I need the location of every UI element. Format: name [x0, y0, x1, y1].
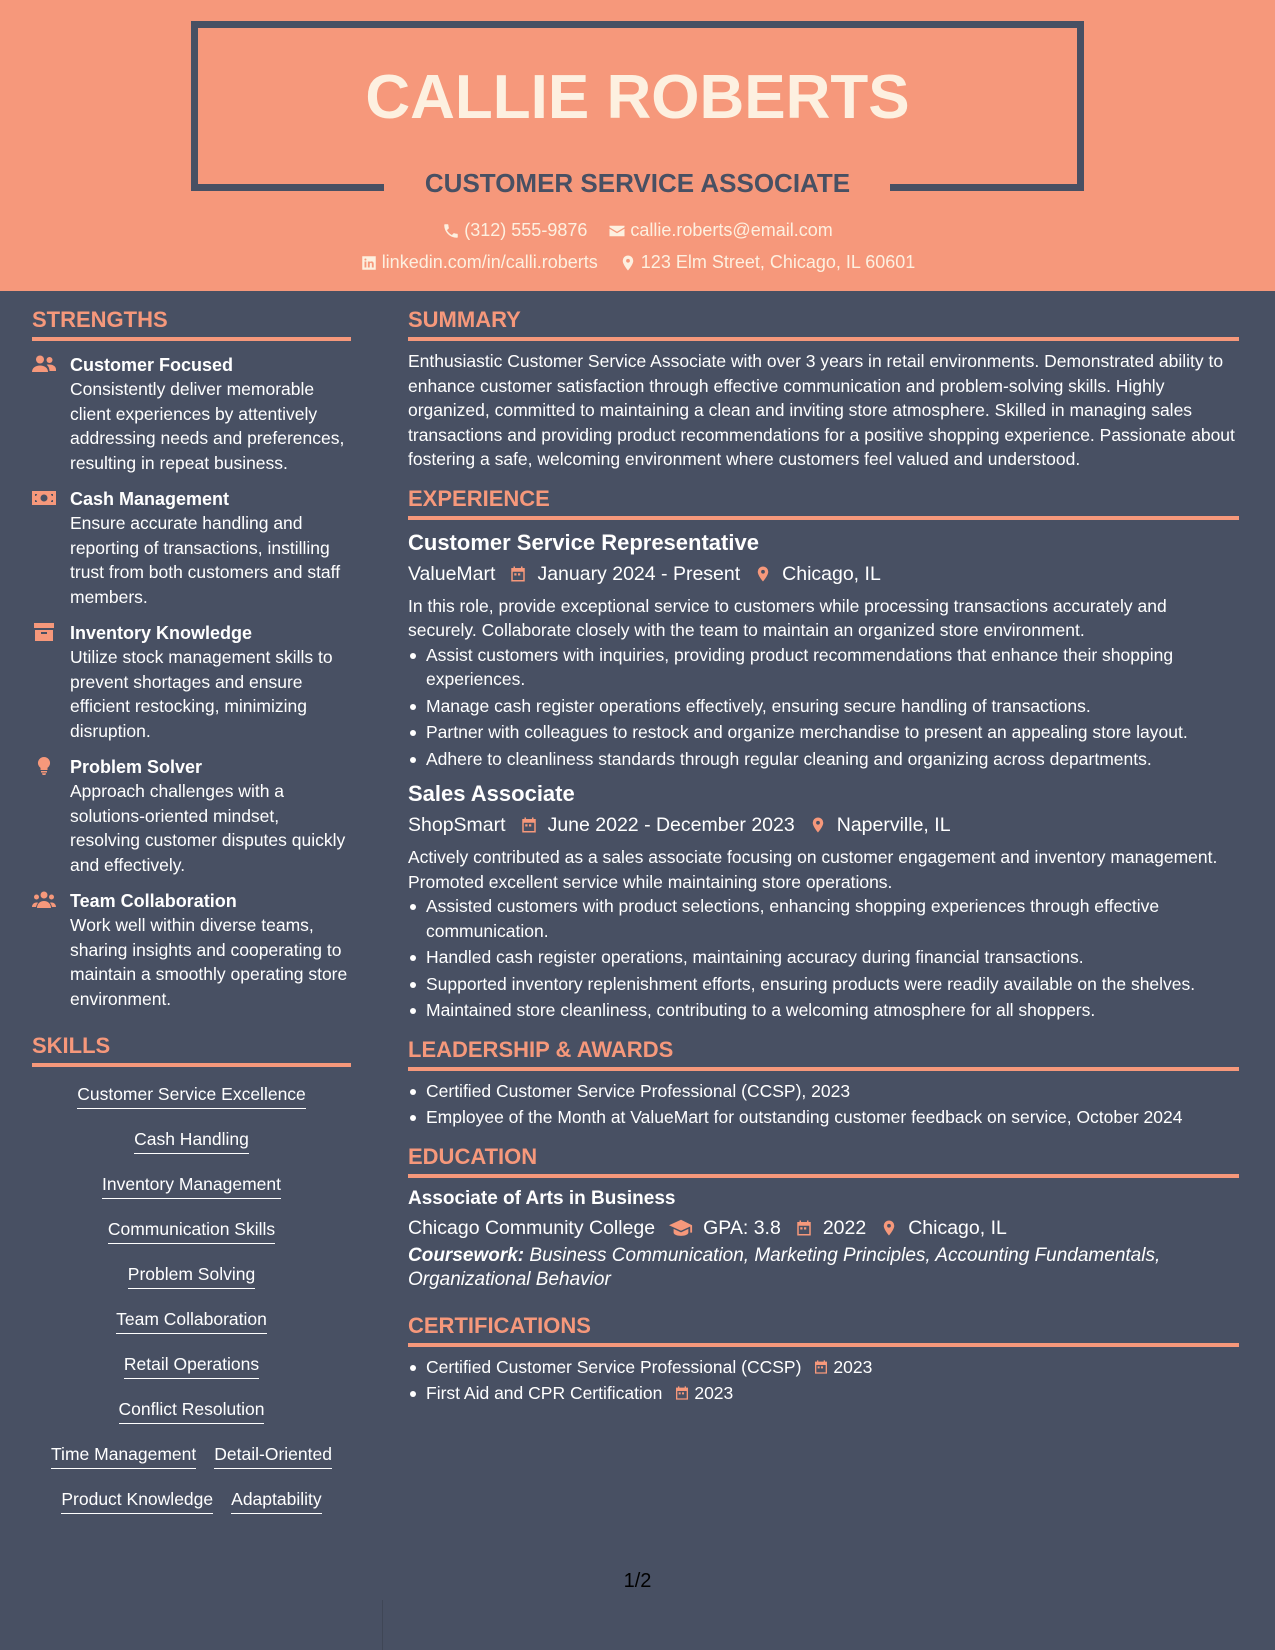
education-meta: [408, 1212, 1239, 1244]
awards-list: [408, 1079, 1239, 1130]
users-icon: [32, 355, 56, 373]
strength-title: Team Collaboration: [70, 891, 237, 911]
location-pin-icon: [880, 1218, 898, 1238]
skills-heading: SKILLS: [32, 1033, 351, 1067]
bullet: Partner with colleagues to restock and organize merchandise to present an appealing store layout.: [408, 720, 1239, 745]
calendar-icon: [509, 564, 527, 584]
column-divider: [382, 1600, 383, 1650]
job-description: In this role, provide exceptional service to customers while processing transactions accurately and securely. Collaborate closely with the team to maintain an organized store environment.: [408, 595, 1167, 640]
skill-tag: Customer Service Excellence: [77, 1083, 306, 1109]
strength-desc: Work well within diverse teams, sharing insights and cooperating to maintain a smoothly operating store environment.: [70, 915, 348, 1009]
experience-heading: EXPERIENCE: [408, 486, 1239, 520]
job-bullets: [408, 643, 1239, 772]
job-location: Naperville, IL: [836, 814, 951, 836]
envelope-icon: [608, 222, 626, 240]
page-number: 1/2: [623, 1570, 652, 1592]
skill-tag: Cash Handling: [134, 1128, 249, 1154]
job-meta: [408, 558, 1239, 590]
job-entry: [408, 528, 1239, 772]
skill-tag: Inventory Management: [102, 1173, 281, 1199]
linkedin-icon: [360, 254, 378, 272]
certifications-heading: CERTIFICATIONS: [408, 1313, 1239, 1347]
job-description: Actively contributed as a sales associate focusing on customer engagement and inventory management. Promoted excellent service while maintaining store operations.: [408, 847, 1218, 892]
award-item: Employee of the Month at ValueMart for outstanding customer feedback on service, October 2024: [408, 1105, 1239, 1130]
job-entry: [408, 779, 1239, 1023]
strength-title: Inventory Knowledge: [70, 623, 253, 643]
school: Chicago Community College: [408, 1216, 656, 1239]
certification-year: 2023: [833, 1356, 873, 1377]
contact-row-1: [0, 220, 1275, 245]
award-item: Certified Customer Service Professional (CCSP), 2023: [408, 1079, 1239, 1104]
skill-tag: Detail-Oriented: [214, 1443, 332, 1469]
strength-item: [32, 353, 351, 475]
strengths-heading: STRENGTHS: [32, 307, 351, 341]
skill-tag: Product Knowledge: [61, 1488, 213, 1514]
skill-tag: Time Management: [51, 1443, 196, 1469]
skill-tag: Communication Skills: [108, 1218, 275, 1244]
location-pin-icon: [754, 564, 772, 584]
strength-item: [32, 487, 351, 609]
skill-tag: Conflict Resolution: [119, 1398, 265, 1424]
bullet: Manage cash register operations effectively, ensuring secure handling of transactions.: [408, 694, 1239, 719]
bullet: Maintained store cleanliness, contributing to a welcoming atmosphere for all shoppers.: [408, 998, 1239, 1023]
team-icon: [32, 891, 56, 909]
job-role: Sales Associate: [408, 781, 575, 806]
skill-tag: Retail Operations: [124, 1353, 259, 1379]
education-heading: EDUCATION: [408, 1144, 1239, 1178]
address: [619, 252, 916, 273]
money-bill-icon: [32, 489, 56, 507]
right-column: [408, 307, 1239, 1408]
certification-name: Certified Customer Service Professional (CCSP): [426, 1356, 802, 1377]
coursework-label: Coursework:: [408, 1244, 525, 1266]
strength-desc: Approach challenges with a solutions-oriented mindset, resolving customer disputes quickly and effectively.: [70, 781, 346, 875]
job-title: CUSTOMER SERVICE ASSOCIATE: [424, 168, 851, 198]
coursework: [408, 1244, 1239, 1293]
linkedin-text: linkedin.com/in/calli.roberts: [381, 252, 598, 272]
calendar-icon: [674, 1384, 690, 1402]
header: [0, 0, 1275, 291]
calendar-icon: [795, 1218, 813, 1238]
calendar-icon: [520, 815, 538, 835]
left-column: [32, 307, 351, 1525]
calendar-icon: [813, 1358, 829, 1376]
job-bullets: [408, 894, 1239, 1023]
bullet: Assisted customers with product selections, enhancing shopping experiences through effective communication.: [408, 894, 1239, 943]
company: ShopSmart: [408, 814, 506, 836]
email[interactable]: [608, 220, 832, 241]
address-text: 123 Elm Street, Chicago, IL 60601: [640, 252, 916, 272]
summary-heading: SUMMARY: [408, 307, 1239, 341]
skill-tag: Problem Solving: [128, 1263, 255, 1289]
location-pin-icon: [619, 254, 637, 272]
summary-text: Enthusiastic Customer Service Associate with over 3 years in retail environments. Demonstrated ability to enhance customer satisfaction through effective communication and problem-solving skills. Highly organized, committed to maintaining a clean and inviting store atmosphere. Skilled in managing sales transactions and providing product recommendations for a positive shopping experience. Passionate about fostering a safe, welcoming environment where customers feel valued and understood.: [408, 351, 1235, 469]
job-role: Customer Service Representative: [408, 529, 759, 555]
job-meta: [408, 809, 1239, 841]
strength-desc: Ensure accurate handling and reporting of transactions, instilling trust from both customers and staff members.: [70, 513, 341, 607]
gpa: GPA: 3.8: [703, 1216, 781, 1239]
job-location: Chicago, IL: [782, 562, 881, 585]
certification-name: First Aid and CPR Certification: [426, 1383, 663, 1403]
certification-year: 2023: [694, 1383, 734, 1403]
awards-heading: LEADERSHIP & AWARDS: [408, 1037, 1239, 1071]
graduation-cap-icon: [669, 1218, 693, 1238]
strength-desc: Consistently deliver memorable client experiences by attentively addressing needs and preferences, resulting in repeat business.: [70, 379, 345, 473]
strength-title: Cash Management: [70, 489, 230, 509]
skill-tag: Team Collaboration: [116, 1308, 267, 1334]
bullet: Handled cash register operations, maintaining accuracy during financial transactions.: [408, 945, 1239, 970]
phone-text: (312) 555-9876: [464, 220, 588, 240]
email-text: callie.roberts@email.com: [630, 220, 833, 240]
strength-title: Problem Solver: [70, 757, 203, 777]
skills-list: [32, 1075, 351, 1525]
company: ValueMart: [408, 562, 496, 585]
candidate-name: CALLIE ROBERTS: [365, 63, 910, 132]
location-pin-icon: [809, 815, 827, 835]
job-dates: January 2024 - Present: [537, 562, 741, 585]
job-dates: June 2022 - December 2023: [547, 814, 795, 836]
graduation-year: 2022: [822, 1216, 867, 1239]
strength-desc: Utilize stock management skills to prevent shortages and ensure efficient restocking, minimizing disruption.: [70, 647, 333, 741]
phone[interactable]: [442, 220, 587, 241]
strength-item: [32, 755, 351, 877]
strength-item: [32, 621, 351, 743]
box-icon: [32, 623, 56, 641]
certification-item: [408, 1381, 1239, 1406]
bullet: Supported inventory replenishment efforts, ensuring products were readily available on the shelves.: [408, 972, 1239, 997]
degree: Associate of Arts in Business: [408, 1187, 676, 1209]
contact-row-2: [0, 252, 1275, 277]
skill-tag: Adaptability: [231, 1488, 321, 1514]
bullet: Adhere to cleanliness standards through regular cleaning and organizing across departments.: [408, 747, 1239, 772]
coursework-text: Business Communication, Marketing Principles, Accounting Fundamentals, Organizational Behavior: [408, 1244, 1161, 1290]
linkedin[interactable]: [360, 252, 598, 273]
lightbulb-icon: [32, 757, 56, 775]
certification-item: [408, 1355, 1239, 1380]
school-location: Chicago, IL: [908, 1216, 1007, 1239]
strength-item: [32, 889, 351, 1011]
certifications-list: [408, 1355, 1239, 1406]
bullet: Assist customers with inquiries, providing product recommendations that enhance their shopping experiences.: [408, 643, 1239, 692]
phone-icon: [442, 222, 460, 240]
strength-title: Customer Focused: [70, 355, 234, 375]
